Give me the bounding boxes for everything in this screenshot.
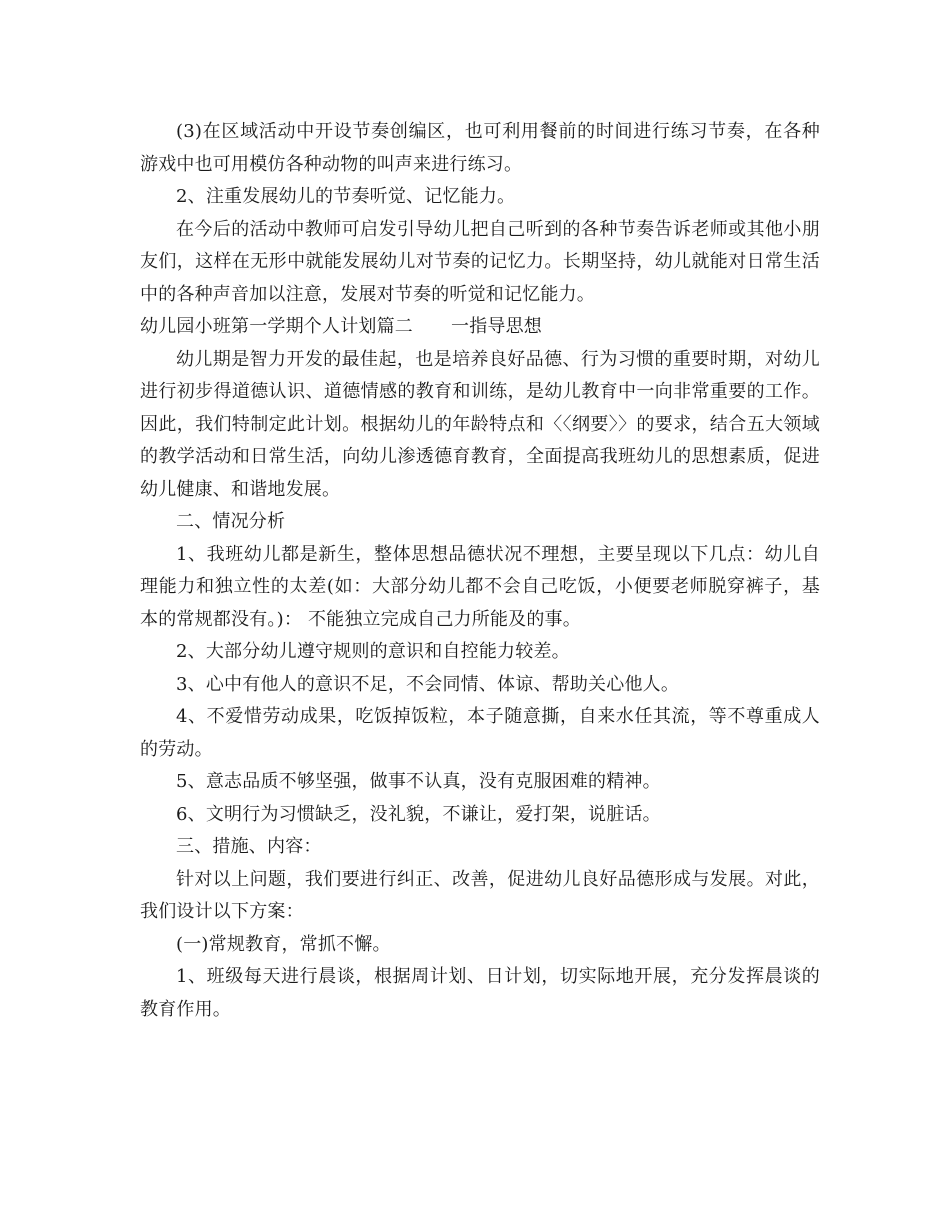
heading-situation-analysis: 二、情况分析: [176, 511, 286, 532]
list-item-1: 1、我班幼儿都是新生，整体思想品德状况不理想，主要呈现以下几点：幼儿自理能力和独立性的太差(如：大部分幼儿都不会自己吃饭，小便要老师脱穿裤子，基本的常规都没有。)： 不能独立完成自己力所能及的事。: [140, 543, 820, 630]
paragraph-teacher-guidance: 在今后的活动中教师可启发引导幼儿把自己听到的各种节奏告诉老师或其他小朋友们，这样在无形中就能发展幼儿对节奏的记忆力。长期坚持，幼儿就能对日常生活中的各种声音加以注意，发展对节奏的听觉和记忆能力。: [140, 218, 820, 305]
subheading-routine-education: (一)常规教育，常抓不懈。: [176, 933, 391, 955]
list-item-6: 6、文明行为习惯缺乏，没礼貌，不谦让，爱打架，说脏话。: [176, 803, 661, 825]
paragraph-rhythm-area: (3)在区域活动中开设节奏创编区，也可利用餐前的时间进行练习节奏，在各种游戏中也可用模仿各种动物的叫声来进行练习。: [140, 121, 820, 175]
paragraph-morning-talk: 1、班级每天进行晨谈，根据周计划、日计划，切实际地开展，充分发挥晨谈的教育作用。: [140, 966, 820, 1020]
section-title: 幼儿园小班第一学期个人计划篇二: [140, 316, 413, 337]
document-page: [140, 116, 820, 1026]
paragraph-guiding-thought: 幼儿期是智力开发的最佳起，也是培养良好品德、行为习惯的重要时期，对幼儿进行初步得道德认识、道德情感的教育和训练，是幼儿教育中一向非常重要的工作。因此，我们特制定此计划。根据幼儿的年龄特点和〈〈纲要〉〉的要求，结合五大领域的教学活动和日常生活，向幼儿渗透德育教育，全面提高我班幼儿的思想素质，促进幼儿健康、和谐地发展。: [140, 348, 820, 500]
paragraph-rhythm-memory: 2、注重发展幼儿的节奏听觉、记忆能力。: [176, 186, 516, 207]
list-item-2: 2、大部分幼儿遵守规则的意识和自控能力较差。: [176, 641, 570, 662]
list-item-4: 4、不爱惜劳动成果，吃饭掉饭粒，本子随意撕，自来水任其流，等不尊重成人的劳动。: [140, 706, 820, 760]
heading-measures: 三、措施、内容：: [176, 836, 322, 857]
section-heading: [140, 311, 820, 344]
paragraph-plan-intro: 针对以上问题，我们要进行纠正、改善，促进幼儿良好品德形成与发展。对此，我们设计以下方案：: [140, 868, 820, 922]
list-item-3: 3、心中有他人的意识不足，不会同情、体谅、帮助关心他人。: [176, 673, 680, 695]
list-item-5: 5、意志品质不够坚强，做事不认真，没有克服困难的精神。: [176, 771, 661, 792]
section-subtitle: 一指导思想: [451, 316, 542, 337]
